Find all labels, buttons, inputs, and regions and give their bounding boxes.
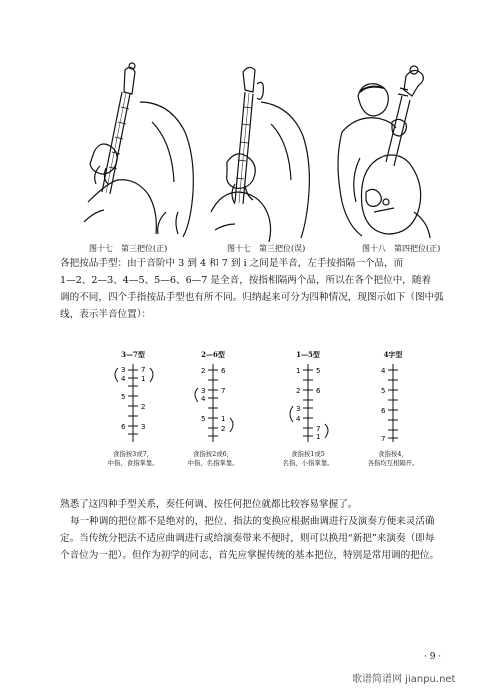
caption-line: 名指、小指掌靠。 [282,459,334,467]
pattern-note: 2 [296,387,301,395]
position-paragraph [60,496,460,564]
pattern-note: 6 [121,423,126,431]
pattern-4-caption [356,450,430,468]
pattern-note: 6 [221,367,226,375]
pattern-note: 7 [221,387,226,395]
pattern-note: 7 [141,366,146,374]
paragraph-line: 线，表示半音位置）： [60,309,152,320]
watermark: 歌谱简谱网 jianpu.net [352,674,456,685]
page-number: · 9 · [424,652,442,662]
pattern-note: 2 [141,403,146,411]
hand-shape-paragraph [60,255,460,323]
pattern-3-7-title: 3—7型 [121,350,145,359]
caption-line: 中指、食指掌靠。 [107,459,159,467]
pattern-note: 6 [381,407,386,415]
pattern-note: 4 [381,367,386,375]
figure-17-correct-caption: 图十七 第三把位(正) [89,244,168,253]
paragraph-line: 定。当传统分把法不适应曲调进行或给演奏带来不便时，则可以换用“新把”来演奏（即每 [60,533,435,544]
pattern-note: 5 [201,415,206,423]
figure-17-wrong-caption: 图十七 第三把位(误) [227,244,306,253]
pattern-note: 1 [141,375,146,383]
pattern-note: 3 [141,423,146,431]
paragraph-line: 各把按品手型：由于音阶中 3 到 4 和 7 到 i 之间是半音，左手按指隔一个品，而 [60,258,404,269]
figure-17-correct-illustration [80,62,200,242]
pattern-note: 2 [201,367,206,375]
pattern-2-6-diagram [188,362,238,444]
pattern-note: 3 [296,405,301,413]
pattern-3-7-diagram [108,362,158,444]
caption-line: 中指、名指掌靠。 [187,459,239,467]
pattern-1-5-caption [271,450,345,468]
pattern-note: 6 [316,387,321,395]
caption-line: 各指均互相隔开。 [367,459,419,467]
pattern-4-diagram [368,362,418,444]
figure-17-wrong-illustration [205,62,320,242]
figure-18-correct-illustration [330,62,445,242]
pattern-note: 2 [221,425,226,433]
pattern-4-title: 4字型 [383,350,403,359]
paragraph-line: 每一种调的把位都不是绝对的，把位、指法的变换应根据曲调进行及演奏方便来灵活确 [70,516,435,527]
caption-line: 食指按3或7， [112,450,154,458]
paragraph-line: 1—2、2—3、4—5、5—6、6—7 是全音，按指相隔两个品，所以在各个把位中，随着 [60,275,432,286]
paragraph-line: 调的不同，四个手指按品手型也有所不同。归纳起来可分为四种情况，现图示如下（图中弧 [60,292,444,303]
pattern-note: 5 [381,387,386,395]
pattern-note: 1 [221,415,226,423]
pattern-note: 3 [201,387,206,395]
pattern-note: 4 [201,395,206,403]
paragraph-line: 个音位为一把）。但作为初学的同志，首先应掌握传统的基本把位，特别是常用调的把位。 [60,550,439,561]
pattern-note: 5 [121,393,126,401]
pattern-1-5-title: 1—5型 [296,350,320,359]
caption-line: 食指按1或5 [291,450,325,458]
pattern-note: 5 [316,367,321,375]
pattern-note: 1 [296,367,301,375]
pattern-3-7-caption [96,450,170,468]
caption-line: 食指按4， [378,450,408,458]
paragraph-line: 熟悉了这四种手型关系，奏任何调、按任何把位就都比较容易掌握了。 [60,499,358,510]
pattern-note: 4 [296,415,301,423]
pattern-note: 7 [316,425,321,433]
pattern-1-5-diagram [283,362,333,444]
pattern-note: 3 [121,366,126,374]
caption-line: 食指按2或6， [192,450,234,458]
pattern-2-6-title: 2—6型 [201,350,225,359]
pattern-note: 1 [316,433,321,441]
pattern-note: 7 [381,435,386,443]
figure-18-correct-caption: 图十八 第四把位(正) [362,244,441,253]
pattern-2-6-caption [176,450,250,468]
pattern-note: 4 [121,375,126,383]
